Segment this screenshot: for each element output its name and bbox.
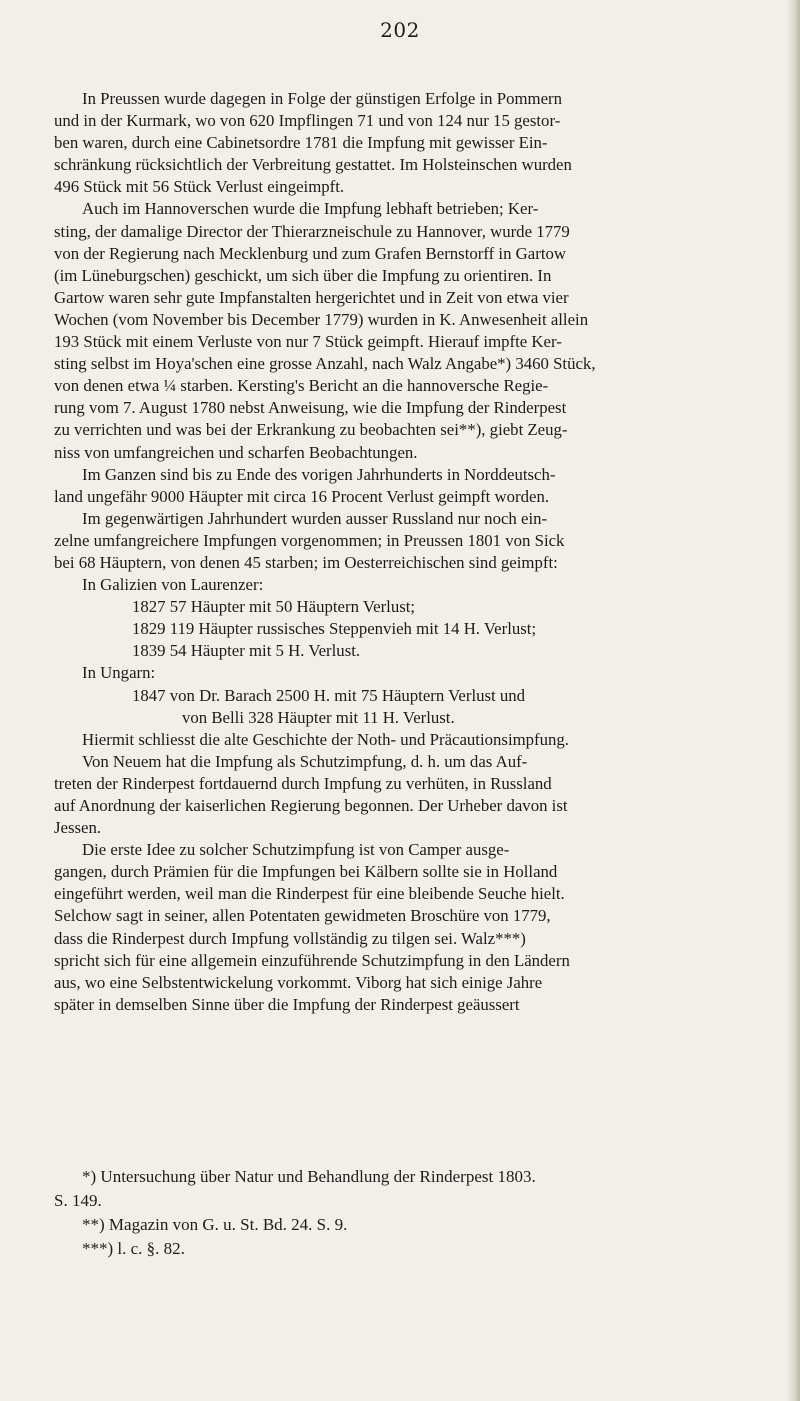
footnote: S. 149. <box>54 1191 102 1210</box>
page-number: 202 <box>380 18 420 42</box>
text-line: Die erste Idee zu solcher Schutzimpfung ist von Camper ausge- <box>82 840 510 860</box>
text-line: von denen etwa ¼ starben. Kersting's Bericht an die hannoversche Regie- <box>54 376 549 396</box>
text-line: Wochen (vom November bis December 1779) wurden in K. Anwesenheit allein <box>54 309 589 329</box>
footnote: *) Untersuchung über Natur und Behandlung der Rinderpest 1803. <box>82 1167 536 1186</box>
text-line: 1827 57 Häupter mit 50 Häuptern Verlust; <box>132 597 416 617</box>
text-line: Von Neuem hat die Impfung als Schutzimpfung, d. h. um das Auf- <box>82 751 528 771</box>
text-line: bei 68 Häuptern, von denen 45 starben; im Oesterreichischen sind geimpft: <box>54 552 558 572</box>
text-line: schränkung rücksichtlich der Verbreitung gestattet. Im Holsteinschen wurden <box>54 155 572 175</box>
text-line: Auch im Hannoverschen wurde die Impfung lebhaft betrieben; Ker- <box>82 199 539 219</box>
text-line: Im Ganzen sind bis zu Ende des vorigen Jahrhunderts in Norddeutsch- <box>82 464 556 484</box>
text-line: zu verrichten und was bei der Erkrankung zu beobachten sei**), giebt Zeug- <box>54 420 568 440</box>
text-line: von Belli 328 Häupter mit 11 H. Verlust. <box>182 707 455 727</box>
text-line: Gartow waren sehr gute Impfanstalten hergerichtet und in Zeit von etwa vier <box>54 287 569 307</box>
text-line: Hiermit schliesst die alte Geschichte der Noth- und Präcautionsimpfung. <box>82 729 570 749</box>
page-edge-shadow <box>786 0 800 1401</box>
footnotes <box>54 1165 766 1261</box>
text-line: von der Regierung nach Mecklenburg und zum Grafen Bernstorff in Gartow <box>54 243 566 263</box>
text-line: spricht sich für eine allgemein einzuführende Schutzimpfung in den Ländern <box>54 950 570 970</box>
text-line: zelne umfangreichere Impfungen vorgenommen; in Preussen 1801 von Sick <box>54 530 565 550</box>
text-line: gangen, durch Prämien für die Impfungen bei Kälbern sollte sie in Holland <box>54 862 558 882</box>
text-line: sting selbst im Hoya'schen eine grosse Anzahl, nach Walz Angabe*) 3460 Stück, <box>54 354 596 374</box>
text-line: auf Anordnung der kaiserlichen Regierung begonnen. Der Urheber davon ist <box>54 796 568 815</box>
text-line: In Ungarn: <box>82 663 156 683</box>
footnote: ***) l. c. §. 82. <box>82 1239 185 1258</box>
footnote: **) Magazin von G. u. St. Bd. 24. S. 9. <box>82 1215 348 1234</box>
body-text <box>54 88 766 1016</box>
text-line: und in der Kurmark, wo von 620 Impflingen 71 und von 124 nur 15 gestor- <box>54 111 561 131</box>
text-line: treten der Rinderpest fortdauernd durch Impfung zu verhüten, in Russland <box>54 773 552 793</box>
text-line: 1847 von Dr. Barach 2500 H. mit 75 Häuptern Verlust und <box>132 685 526 705</box>
text-line: später in demselben Sinne über die Impfung der Rinderpest geäussert <box>54 994 520 1014</box>
text-line: niss von umfangreichen und scharfen Beobachtungen. <box>54 442 418 462</box>
text-line: In Galizien von Laurenzer: <box>82 575 264 595</box>
text-line: Selchow sagt in seiner, allen Potentaten gewidmeten Broschüre von 1779, <box>54 906 551 926</box>
text-line: aus, wo eine Selbstentwickelung vorkommt. Viborg hat sich einige Jahre <box>54 972 543 992</box>
text-line: land ungefähr 9000 Häupter mit circa 16 Procent Verlust geimpft worden. <box>54 486 550 506</box>
text-line: Jessen. <box>54 818 102 838</box>
text-line: dass die Rinderpest durch Impfung vollständig zu tilgen sei. Walz***) <box>54 928 526 948</box>
text-line: In Preussen wurde dagegen in Folge der günstigen Erfolge in Pommern <box>82 89 563 108</box>
text-line: 193 Stück mit einem Verluste von nur 7 Stück geimpft. Hierauf impfte Ker- <box>54 332 562 352</box>
text-line: 1829 119 Häupter russisches Steppenvieh mit 14 H. Verlust; <box>132 619 537 639</box>
text-line: Im gegenwärtigen Jahrhundert wurden ausser Russland nur noch ein- <box>82 508 548 528</box>
text-line: 1839 54 Häupter mit 5 H. Verlust. <box>132 641 361 661</box>
text-line: eingeführt werden, weil man die Rinderpest für eine bleibende Seuche hielt. <box>54 884 565 904</box>
text-line: sting, der damalige Director der Thierarzneischule zu Hannover, wurde 1779 <box>54 221 570 241</box>
text-line: rung vom 7. August 1780 nebst Anweisung, wie die Impfung der Rinderpest <box>54 398 567 418</box>
text-line: (im Lüneburgschen) geschickt, um sich über die Impfung zu orientiren. In <box>54 265 552 285</box>
text-line: ben waren, durch eine Cabinetsordre 1781 die Impfung mit gewisser Ein- <box>54 133 548 153</box>
text-line: 496 Stück mit 56 Stück Verlust eingeimpft. <box>54 177 345 197</box>
